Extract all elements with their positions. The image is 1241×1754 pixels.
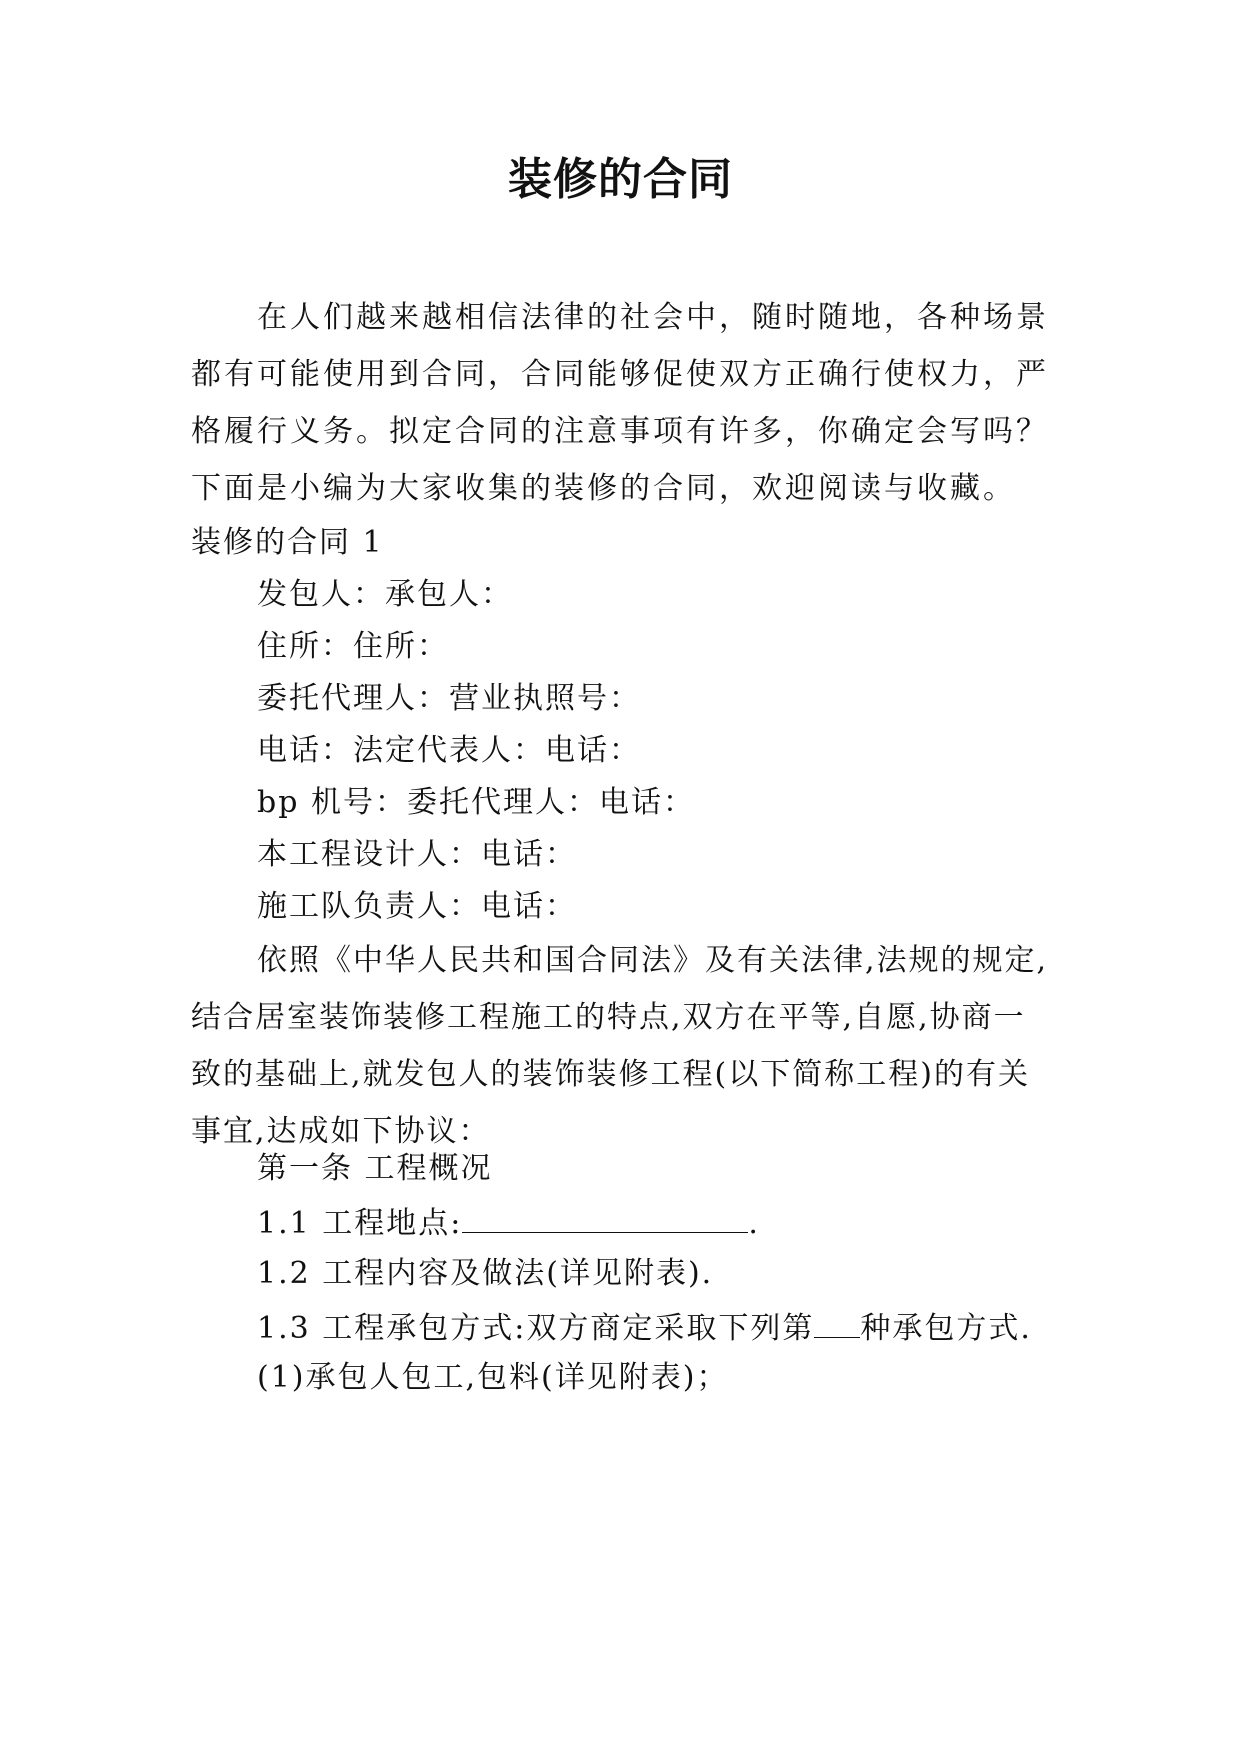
option-1: (1)承包人包工,包料(详见附表)； — [257, 1360, 729, 1395]
basis-paragraph: 依照《中华人民共和国合同法》及有关法律,法规的规定,结合居室装饰装修工程施工的特点,双方在平等,自愿,协商一致的基础上,就发包人的装饰装修工程(以下简称工程)的有关事宜,达成如下协议： — [191, 943, 1049, 1149]
item-1-3 — [257, 1301, 1051, 1351]
party-line-issuer-contractor: 发包人：承包人： — [257, 577, 513, 612]
party-line-address: 住所：住所： — [257, 629, 449, 664]
item-1-3-end: 种承包方式. — [860, 1311, 1032, 1346]
item-1-3-label: 1.3 工程承包方式:双方商定采取下列第 — [257, 1311, 815, 1346]
item-1-2: 1.2 工程内容及做法(详见附表). — [257, 1256, 714, 1291]
party-line-construction-leader: 施工队负责人：电话： — [257, 889, 577, 924]
article-1-heading: 第一条 工程概况 — [257, 1151, 493, 1186]
item-1-1-end: . — [748, 1206, 760, 1241]
contract-method-blank — [814, 1301, 860, 1338]
party-line-pager-agent: bp 机号：委托代理人：电话： — [257, 785, 695, 820]
item-1-1 — [257, 1196, 1051, 1246]
item-1-1-label: 1.1 工程地点: — [257, 1206, 463, 1241]
party-line-agent-license: 委托代理人：营业执照号： — [257, 681, 641, 716]
intro-paragraph: 在人们越来越相信法律的社会中，随时随地，各种场景都有可能使用到合同，合同能够促使双方正确行使权力，严格履行义务。拟定合同的注意事项有许多，你确定会写吗？下面是小编为大家收集的装修的合同，欢迎阅读与收藏。 — [191, 300, 1049, 506]
document-title: 装修的合同 — [508, 154, 733, 205]
site-address-blank — [462, 1196, 748, 1233]
section-heading: 装修的合同 1 — [191, 525, 384, 560]
party-line-phone-representative: 电话：法定代表人：电话： — [257, 733, 641, 768]
party-line-designer: 本工程设计人：电话： — [257, 837, 577, 872]
